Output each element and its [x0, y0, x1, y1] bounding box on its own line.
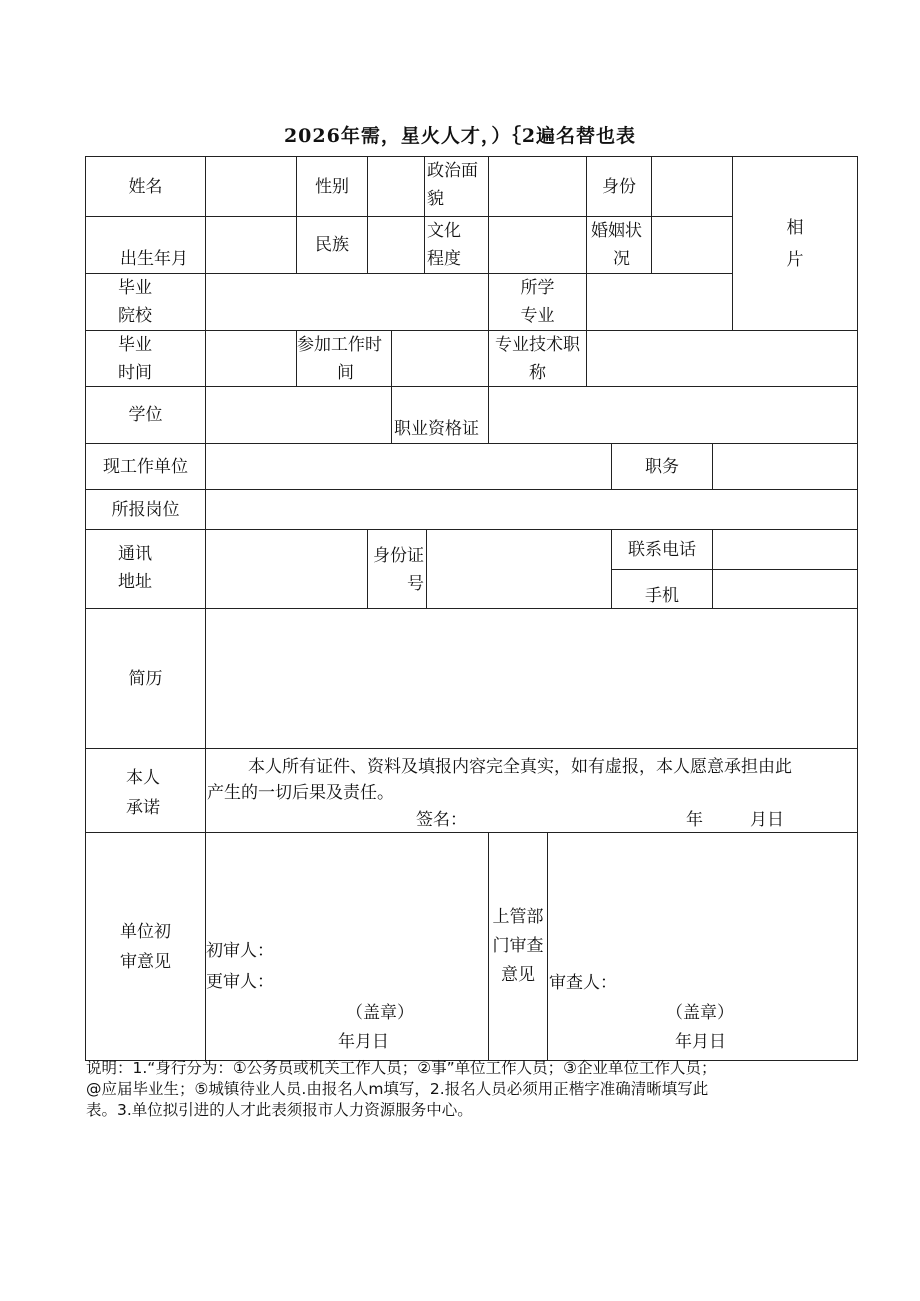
work-time-label	[296, 330, 392, 387]
gender-field[interactable]	[367, 156, 425, 217]
note-line-2: @应届毕业生；⑤城镇待业人员.由报名人m填写，2.报名人员必须用正楷字准确清晰填写此	[86, 1080, 709, 1098]
id-number-label-line-1: 身份证	[373, 546, 424, 566]
identity-label: 身份	[586, 156, 652, 217]
qualification-label-text: 职业资格证	[394, 419, 479, 439]
form-title: 2026年需，星火人才，）｛2遍名替也表	[283, 125, 637, 147]
tech-title-field[interactable]	[586, 330, 858, 387]
dept-review-label-line-2: 门审查	[492, 936, 544, 956]
marital-label-line-2: 况	[613, 249, 630, 269]
applied-post-label: 所报岗位	[85, 489, 206, 530]
grad-time-label-line-2: 时间	[118, 363, 152, 383]
birth-label	[85, 216, 206, 274]
marital-label-line-1: 婚姻状	[591, 221, 642, 241]
dept-review-label-line-1: 上管部	[492, 907, 544, 927]
marital-label	[586, 216, 652, 274]
political-status-label	[424, 156, 489, 217]
qualification-field[interactable]	[488, 386, 858, 444]
resume-label: 简历	[85, 608, 206, 749]
tech-title-label	[488, 330, 587, 387]
address-label-line-2: 地址	[118, 572, 152, 592]
pledge-label	[85, 748, 206, 833]
political-status-field[interactable]	[488, 156, 587, 217]
birth-label-text: 出生年月	[120, 249, 188, 269]
school-label-line-2: 院校	[118, 306, 152, 326]
applied-post-field[interactable]	[205, 489, 858, 530]
second-reviewer-label: 更审人：	[206, 972, 274, 992]
employer-field[interactable]	[205, 443, 612, 490]
photo-label-line-2: 片	[786, 249, 804, 270]
dept-review-label	[488, 832, 548, 1061]
id-number-label	[367, 529, 427, 609]
dept-review-date: 年月日	[675, 1032, 726, 1052]
reviewer-label: 审查人：	[549, 973, 617, 993]
mobile-field[interactable]	[712, 569, 858, 609]
unit-review-label-line-2: 审意见	[120, 951, 171, 972]
note-line-1: 说明：1.“身行分为：①公务员或机关工作人员；②事”单位工作人员；③企业单位工作人员；	[86, 1059, 717, 1077]
school-label	[85, 273, 206, 331]
first-reviewer-label: 初审人：	[206, 941, 274, 961]
work-time-label-line-2: 间	[337, 363, 354, 383]
pledge-label-line-1: 本人	[126, 768, 160, 788]
pledge-text-line-2: 产生的一切后果及责任。	[207, 783, 394, 803]
education-label-line-2: 程度	[427, 249, 461, 269]
resume-field[interactable]	[205, 608, 858, 749]
position-label: 职务	[611, 443, 713, 490]
pledge-text-line-1: 本人所有证件、资料及填报内容完全真实，如有虚报，本人愿意承担由此	[248, 757, 792, 777]
employer-label: 现工作单位	[85, 443, 206, 490]
major-label	[488, 273, 587, 331]
major-label-line-1: 所学	[520, 278, 555, 298]
dept-review-label-line-3: 意见	[501, 965, 535, 985]
unit-review-date: 年月日	[338, 1032, 389, 1052]
signature-month-day: 月日	[750, 810, 784, 830]
education-label	[424, 216, 489, 274]
phone-label: 联系电话	[611, 529, 713, 570]
address-label-line-1: 通讯	[118, 544, 152, 564]
dept-review-box[interactable]	[547, 832, 858, 1061]
school-label-line-1: 毕业	[118, 278, 152, 298]
education-field[interactable]	[488, 216, 587, 274]
address-label	[85, 529, 206, 609]
unit-review-label-line-1: 单位初	[120, 921, 171, 942]
pledge-label-line-2: 承诺	[126, 798, 160, 818]
work-time-field[interactable]	[391, 330, 489, 387]
instructions-note	[86, 1058, 848, 1121]
grad-time-label	[85, 330, 206, 387]
address-field[interactable]	[205, 529, 368, 609]
work-time-label-line-1: 参加工作时	[297, 335, 382, 355]
degree-field[interactable]	[205, 386, 392, 444]
political-label-line-1: 政治面	[427, 161, 478, 181]
name-label: 姓名	[85, 156, 206, 217]
ethnic-field[interactable]	[367, 216, 425, 274]
major-label-line-2: 专业	[520, 306, 555, 326]
signature-year: 年	[686, 810, 703, 830]
ethnic-label: 民族	[296, 216, 368, 274]
birth-field[interactable]	[205, 216, 297, 274]
major-field[interactable]	[586, 273, 733, 331]
identity-field[interactable]	[651, 156, 733, 217]
id-number-label-line-2: 号	[407, 574, 424, 594]
photo-box[interactable]	[732, 156, 858, 331]
education-label-line-1: 文化	[427, 221, 461, 241]
signature-label: 签名：	[416, 810, 467, 830]
unit-review-label	[85, 832, 206, 1061]
school-field[interactable]	[205, 273, 489, 331]
phone-field[interactable]	[712, 529, 858, 570]
marital-field[interactable]	[651, 216, 733, 274]
qualification-label	[391, 386, 489, 444]
tech-title-label-line-2: 称	[529, 363, 546, 383]
unit-review-box[interactable]	[205, 832, 489, 1061]
grad-time-field[interactable]	[205, 330, 297, 387]
mobile-label: 手机	[611, 569, 713, 609]
unit-seal: （盖章）	[346, 1003, 414, 1023]
political-label-line-2: 貌	[427, 189, 444, 209]
tech-title-label-line-1: 专业技术职	[495, 335, 580, 355]
id-number-field[interactable]	[426, 529, 612, 609]
dept-seal: （盖章）	[666, 1003, 734, 1023]
grad-time-label-line-1: 毕业	[118, 335, 152, 355]
note-line-3: 表。3.单位拟引进的人才此表须报市人力资源服务中心。	[86, 1101, 473, 1119]
gender-label: 性别	[296, 156, 368, 217]
position-field[interactable]	[712, 443, 858, 490]
pledge-box	[205, 748, 858, 833]
photo-label-line-1: 相	[786, 217, 804, 238]
name-field[interactable]	[205, 156, 297, 217]
degree-label: 学位	[85, 386, 206, 444]
